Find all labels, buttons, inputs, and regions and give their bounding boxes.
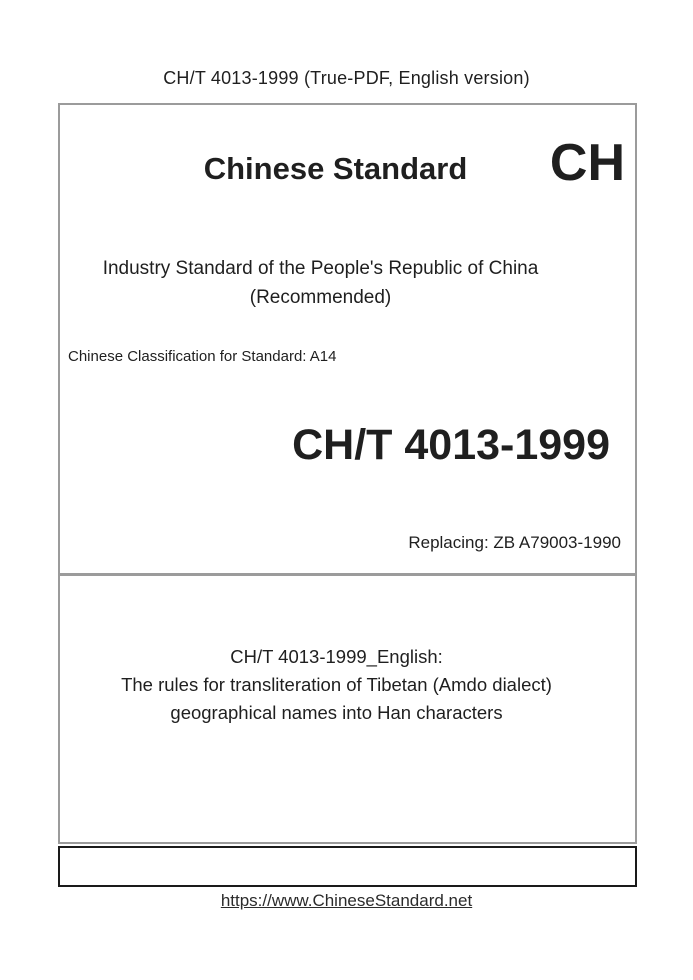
english-title-block (60, 643, 613, 727)
replacing-line: Replacing: ZB A79003-1990 (408, 533, 621, 552)
document-header-line: CH/T 4013-1999 (True-PDF, English version) (163, 68, 530, 88)
english-title-line-3: geographical names into Han characters (170, 702, 503, 723)
classification-line: Chinese Classification for Standard: A14 (68, 348, 337, 365)
standard-type-block (60, 254, 581, 312)
standard-type-line-2: (Recommended) (249, 287, 392, 308)
document-footer (0, 891, 693, 911)
standard-number: CH/T 4013-1999 (292, 421, 610, 469)
section-divider (60, 573, 635, 576)
english-title-line-2: The rules for transliteration of Tibetan (Amdo dialect) (121, 674, 552, 695)
brand-code: CH (549, 134, 625, 192)
standard-type-line-1: Industry Standard of the People's Republic of China (102, 258, 539, 279)
english-title-line-1: CH/T 4013-1999_English: (230, 646, 443, 667)
bottom-empty-box (58, 846, 637, 887)
website-link[interactable]: https://www.ChineseStandard.net (220, 891, 473, 910)
cover-box (58, 103, 637, 844)
brand-title: Chinese Standard (203, 151, 468, 186)
